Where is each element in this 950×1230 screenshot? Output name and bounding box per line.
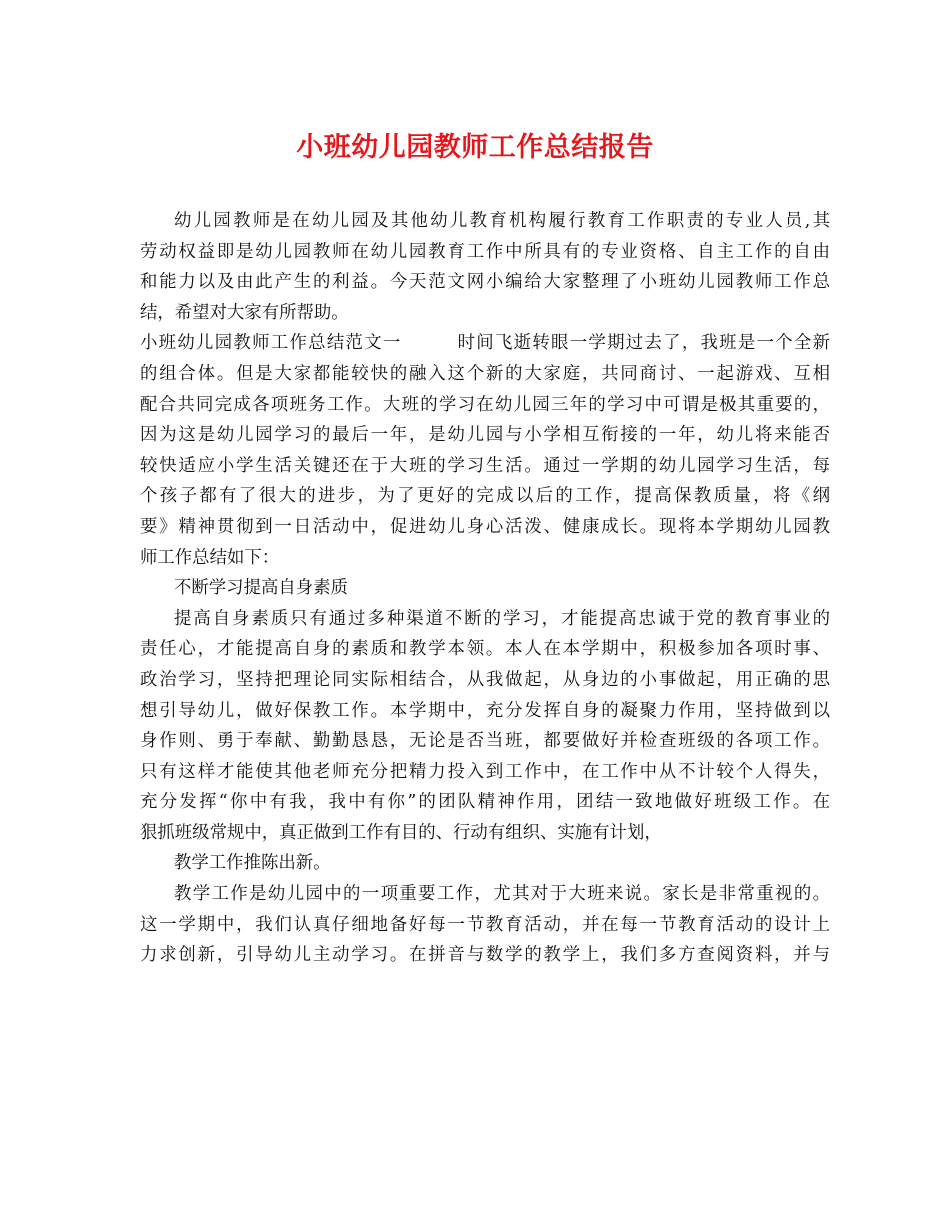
body-line: 因为这是幼儿园学习的最后一年，是幼儿园与小学相互衔接的一年，幼儿将来能否 [140,425,830,446]
body-line: 责任心，才能提高自身的素质和教学本领。本人在本学期中，积极参加各项时事、 [140,639,830,660]
body-line: 想引导幼儿，做好保教工作。本学期中，充分发挥自身的凝聚力作用，坚持做到以 [140,700,830,721]
document-body [140,206,830,971]
body-line: 要》精神贯彻到一日活动中，促进幼儿身心活泼、健康成长。现将本学期幼儿园教 [140,516,830,537]
body-line: 不断学习提高自身素质 [174,578,348,599]
body-line: 政治学习，坚持把理论同实际相结合，从我做起，从身边的小事做起，用正确的思 [140,669,830,690]
body-line: 身作则、勇于奉献、勤勤恳恳，无论是否当班，都要做好并检查班级的各项工作。 [140,731,830,752]
body-line: 只有这样才能使其他老师充分把精力投入到工作中，在工作中从不计较个人得失， [140,761,830,782]
body-line: 配合共同完成各项班务工作。大班的学习在幼儿园三年的学习中可谓是极其重要的， [140,394,830,415]
body-line: 小班幼儿园教师工作总结范文一 时间飞逝转眼一学期过去了，我班是一个全新 [140,333,830,354]
body-line: 师工作总结如下： [140,547,280,568]
body-line: 的组合体。但是大家都能较快的融入这个新的大家庭，共同商讨、一起游戏、互相 [140,363,830,384]
body-line: 劳动权益即是幼儿园教师在幼儿园教育工作中所具有的专业资格、自主工作的自由 [140,241,830,262]
body-line: 教学工作推陈出新。 [174,853,331,874]
body-line: 和能力以及由此产生的利益。今天范文网小编给大家整理了小班幼儿园教师工作总 [140,272,830,293]
body-line: 力求创新，引导幼儿主动学习。在拼音与数学的教学上，我们多方查阅资料，并与 [140,945,830,966]
body-line: 提高自身素质只有通过多种渠道不断的学习，才能提高忠诚于党的教育事业的 [174,608,830,629]
body-line: 个孩子都有了很大的进步，为了更好的完成以后的工作，提高保教质量，将《纲 [140,486,830,507]
body-line: 充分发挥“你中有我，我中有你”的团队精神作用，团结一致地做好班级工作。在 [140,792,830,813]
body-line: 结，希望对大家有所帮助。 [140,302,349,323]
body-line: 较快适应小学生活关键还在于大班的学习生活。通过一学期的幼儿园学习生活，每 [140,455,830,476]
body-line: 这一学期中，我们认真仔细地备好每一节教育活动，并在每一节教育活动的设计上 [140,914,830,935]
body-line: 狠抓班级常规中，真正做到工作有目的、行动有组织、实施有计划， [140,822,662,843]
document-title: 小班幼儿园教师工作总结报告 [296,132,654,163]
body-line: 教学工作是幼儿园中的一项重要工作，尤其对于大班来说。家长是非常重视的。 [174,884,830,905]
body-line: 幼儿园教师是在幼儿园及其他幼儿教育机构履行教育工作职责的专业人员,其 [174,211,830,231]
